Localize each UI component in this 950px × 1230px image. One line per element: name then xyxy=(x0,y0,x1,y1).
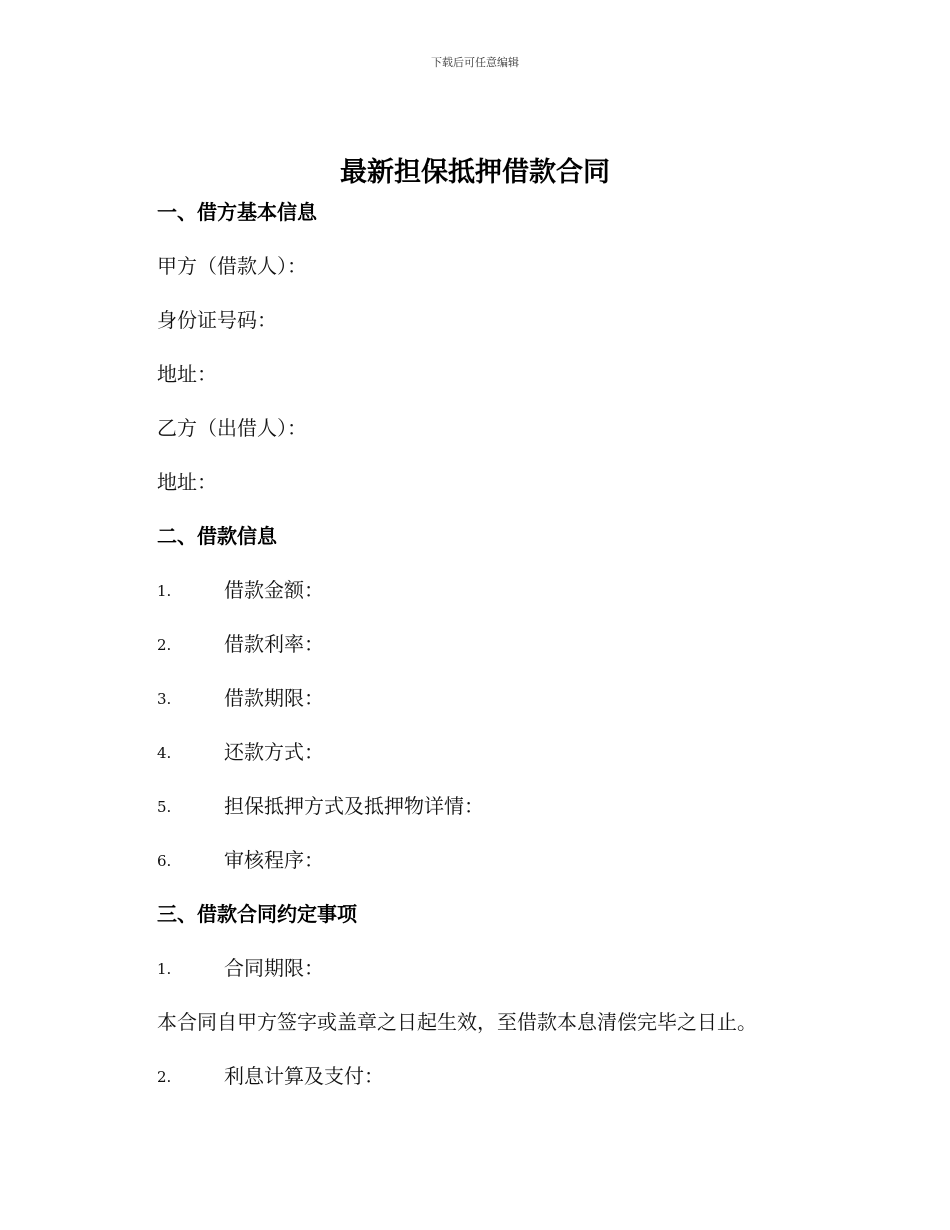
section-heading-loan-info: 二、借款信息 xyxy=(157,524,277,548)
list-number: 3. xyxy=(157,690,172,708)
list-number: 5. xyxy=(157,798,172,816)
section-heading-contract-terms: 三、借款合同约定事项 xyxy=(157,902,357,926)
contract-term-label: 合同期限： xyxy=(224,956,324,980)
party-b-address-label: 地址： xyxy=(157,470,217,494)
interest-calculation-label: 利息计算及支付： xyxy=(224,1064,384,1088)
review-procedure-label: 审核程序： xyxy=(224,848,324,872)
document-title: 最新担保抵押借款合同 xyxy=(340,157,610,188)
list-item xyxy=(157,629,857,659)
party-a-address-label: 地址： xyxy=(157,362,217,386)
list-number: 2. xyxy=(157,636,172,654)
contract-term-paragraph: 本合同自甲方签字或盖章之日起生效，至借款本息清偿完毕之日止。 xyxy=(157,1010,757,1034)
list-item xyxy=(157,737,857,767)
loan-term-label: 借款期限： xyxy=(224,686,324,710)
loan-rate-label: 借款利率： xyxy=(224,632,324,656)
list-item xyxy=(157,683,857,713)
list-number: 1. xyxy=(157,582,172,600)
party-b-label: 乙方（出借人）： xyxy=(157,416,307,440)
list-item xyxy=(157,791,857,821)
list-item xyxy=(157,575,857,605)
list-number: 6. xyxy=(157,852,172,870)
section-heading-borrower-info: 一、借方基本信息 xyxy=(157,200,317,224)
list-item xyxy=(157,845,857,875)
repayment-method-label: 还款方式： xyxy=(224,740,324,764)
list-item xyxy=(157,1061,857,1091)
header-note: 下载后可任意编辑 xyxy=(431,56,519,69)
document-body xyxy=(157,197,857,1115)
id-number-label: 身份证号码： xyxy=(157,308,277,332)
party-a-label: 甲方（借款人）： xyxy=(157,254,307,278)
collateral-details-label: 担保抵押方式及抵押物详情： xyxy=(224,794,484,818)
loan-amount-label: 借款金额： xyxy=(224,578,324,602)
list-number: 2. xyxy=(157,1068,172,1086)
list-number: 1. xyxy=(157,960,172,978)
list-number: 4. xyxy=(157,744,172,762)
list-item xyxy=(157,953,857,983)
